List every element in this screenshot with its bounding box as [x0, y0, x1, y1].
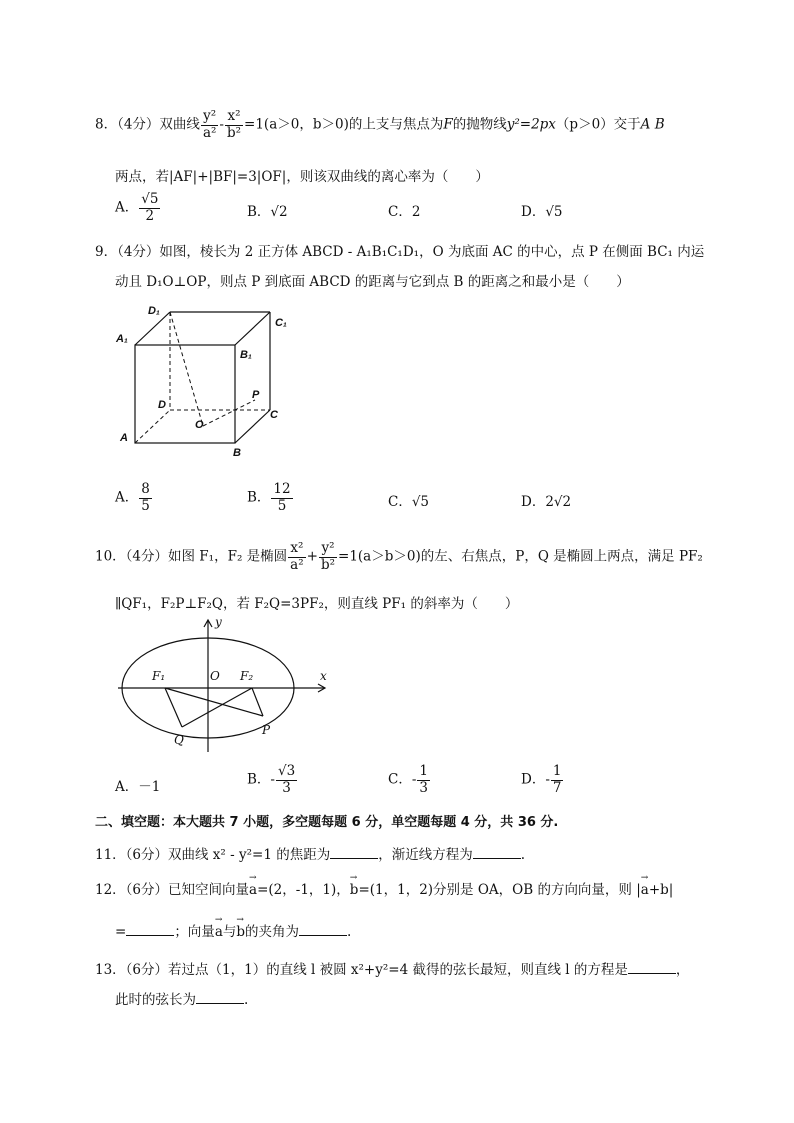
q9-option-a — [115, 483, 153, 513]
q10-d-frac — [551, 765, 564, 795]
frac-num: √3 — [277, 763, 296, 779]
q12-abs-bar: | — [668, 882, 674, 898]
q13-end: . — [244, 992, 249, 1008]
answer-blank[interactable] — [196, 991, 244, 1004]
label-p: P — [262, 723, 271, 737]
label-a: A — [120, 432, 128, 444]
answer-blank[interactable] — [473, 846, 521, 859]
q9-line2: 动且 D₁O⊥OP，则点 P 到底面 ABCD 的距离与它到点 B 的距离之和最小是（ ） — [115, 274, 630, 290]
vector-a: → a — [249, 882, 257, 898]
label-d1: D₁ — [148, 305, 160, 317]
frac-den: 3 — [282, 779, 291, 796]
q13-text2: 此时的弦长为 — [115, 992, 196, 1008]
q8-option-b: B．√2 — [247, 204, 288, 220]
q8-option-c: C．2 — [388, 204, 421, 220]
q12-line1 — [95, 878, 673, 898]
q10-frac1 — [288, 542, 305, 572]
q8-line1 — [95, 110, 665, 140]
frac-den: 5 — [141, 497, 150, 514]
cube-figure — [110, 298, 300, 463]
label-o: O — [210, 669, 220, 683]
ellipse-figure — [110, 612, 350, 762]
q9-b-frac — [271, 483, 292, 513]
frac-den: 5 — [277, 497, 287, 514]
q11-line — [95, 843, 525, 863]
vector-a: → a — [215, 924, 223, 940]
q12-end: . — [347, 924, 352, 940]
option-label: B． — [247, 771, 271, 788]
option-label: A． — [115, 199, 139, 216]
q12-text4: ；向量 — [174, 924, 215, 940]
answer-blank[interactable] — [628, 961, 676, 974]
frac-den: a² — [202, 124, 217, 141]
q9-option-c: C．√5 — [388, 494, 430, 510]
q8-parabola: y²=2px — [506, 116, 556, 133]
q8-number: 8．（4分）双曲线 — [95, 116, 200, 133]
frac-den: 7 — [552, 779, 562, 796]
q13-text: 13．（6分）若过点（1，1）的直线 l 被圆 x²+y²=4 截得的弦长最短，则直线 l 的方程是 — [95, 962, 628, 978]
label-y: y — [215, 615, 222, 629]
q9-line1: 9．（4分）如图，棱长为 2 正方体 ABCD - A₁B₁C₁D₁，O 为底面 AC 的中心，点 P 在侧面 BC₁ 内运 — [95, 244, 705, 260]
frac-num: 8 — [141, 481, 150, 497]
q13-line1 — [95, 958, 689, 978]
section-title: 二、填空题：本大题共 7 小题，多空题每题 6 分，单空题每题 4 分，共 36 分. — [95, 815, 559, 830]
option-label: A． — [115, 489, 139, 506]
q8-frac1 — [201, 110, 218, 140]
q8-ab: A B — [640, 116, 665, 133]
label-p: P — [252, 389, 260, 401]
q9-option-d: D．2√2 — [521, 494, 572, 510]
option-label: C． — [388, 771, 412, 788]
vector-b: → b — [236, 924, 245, 940]
vector-b: → b — [350, 882, 359, 898]
q9-option-b — [247, 483, 294, 513]
frac-num: 1 — [552, 763, 562, 779]
label-q: Q — [174, 733, 184, 747]
frac-num: x² — [288, 542, 305, 558]
q9-a-frac — [139, 483, 152, 513]
q8-focus: F — [443, 116, 453, 133]
vector-sum: → a+b — [641, 882, 669, 898]
frac-den: a² — [290, 556, 304, 573]
minus: - — [411, 771, 417, 788]
q10-option-c — [388, 765, 431, 795]
label-x: x — [320, 669, 327, 683]
minus: - — [270, 771, 275, 788]
q10-frac2 — [319, 542, 337, 572]
q12-line2 — [115, 920, 351, 940]
plus: + — [306, 548, 318, 565]
q10-line2: ∥QF₁，F₂P⊥F₂Q，若 F₂Q=3PF₂，则直线 PF₁ 的斜率为（ ） — [115, 596, 519, 612]
frac-den: b² — [226, 124, 242, 141]
frac-num: 12 — [273, 481, 291, 497]
frac-num: y² — [319, 542, 337, 558]
q12-text: 12．（6分）已知空间向量 — [95, 882, 250, 898]
frac-den: 3 — [419, 779, 428, 796]
label-o: O — [195, 419, 204, 431]
option-label: B． — [247, 489, 271, 506]
label-c1: C₁ — [275, 317, 287, 329]
q10-option-a: A．－1 — [115, 779, 161, 795]
q10-c-frac — [417, 765, 430, 795]
option-label: D． — [521, 771, 546, 788]
q8-a-frac — [139, 193, 160, 223]
q13-comma: ， — [675, 962, 690, 978]
q10-line1 — [95, 542, 703, 572]
q12-and: 与 — [222, 924, 237, 940]
frac-num: y² — [201, 110, 218, 126]
label-f1: F₁ — [152, 669, 166, 683]
label-b: B — [233, 447, 241, 459]
label-c: C — [270, 409, 278, 421]
answer-blank[interactable] — [299, 923, 347, 936]
q10-b-frac — [276, 765, 297, 795]
q13-line2 — [115, 988, 248, 1008]
q8-frac2 — [225, 110, 243, 140]
answer-blank[interactable] — [330, 846, 378, 859]
q8-option-d: D．√5 — [521, 204, 563, 220]
q10-text: 10．（4分）如图 F₁，F₂ 是椭圆 — [95, 548, 288, 565]
q10-option-b — [247, 765, 298, 795]
q8-text: 的抛物线 — [452, 116, 507, 133]
q8-option-a — [115, 193, 161, 223]
q10-text2: =1(a＞b＞0)的左、右焦点，P，Q 是椭圆上两点，满足 PF₂ — [338, 548, 703, 565]
frac-den: b² — [320, 556, 336, 573]
frac-num: 1 — [419, 763, 428, 779]
q12-text2: =(2，-1，1)， — [257, 882, 350, 898]
label-f2: F₂ — [240, 669, 254, 683]
q8-eq-rest: =1(a＞0，b＞0)的上支与焦点为 — [244, 116, 444, 133]
label-d: D — [158, 399, 166, 411]
equals: = — [115, 924, 127, 940]
label-a1: A₁ — [116, 333, 128, 345]
minus: - — [219, 116, 224, 133]
frac-den: 2 — [145, 207, 155, 224]
cube-front-face — [135, 345, 235, 443]
q12-text3: =(1，1，2)分别是 OA，OB 的方向向量，则 | — [358, 882, 641, 898]
frac-num: x² — [225, 110, 243, 126]
q11-end: . — [520, 847, 526, 863]
label-b1: B₁ — [240, 349, 252, 361]
q8-text2: （p＞0）交于 — [555, 116, 641, 133]
q11-text: 11．（6分）双曲线 x² - y²=1 的焦距为 — [95, 847, 331, 863]
q11-text2: ，渐近线方程为 — [378, 847, 473, 863]
q8-line2: 两点，若|AF|+|BF|=3|OF|，则该双曲线的离心率为（ ） — [115, 169, 489, 185]
answer-blank[interactable] — [126, 923, 174, 936]
minus: - — [545, 771, 550, 788]
q10-option-d — [521, 765, 564, 795]
q12-text5: 的夹角为 — [245, 924, 300, 940]
frac-num: √5 — [141, 191, 159, 207]
